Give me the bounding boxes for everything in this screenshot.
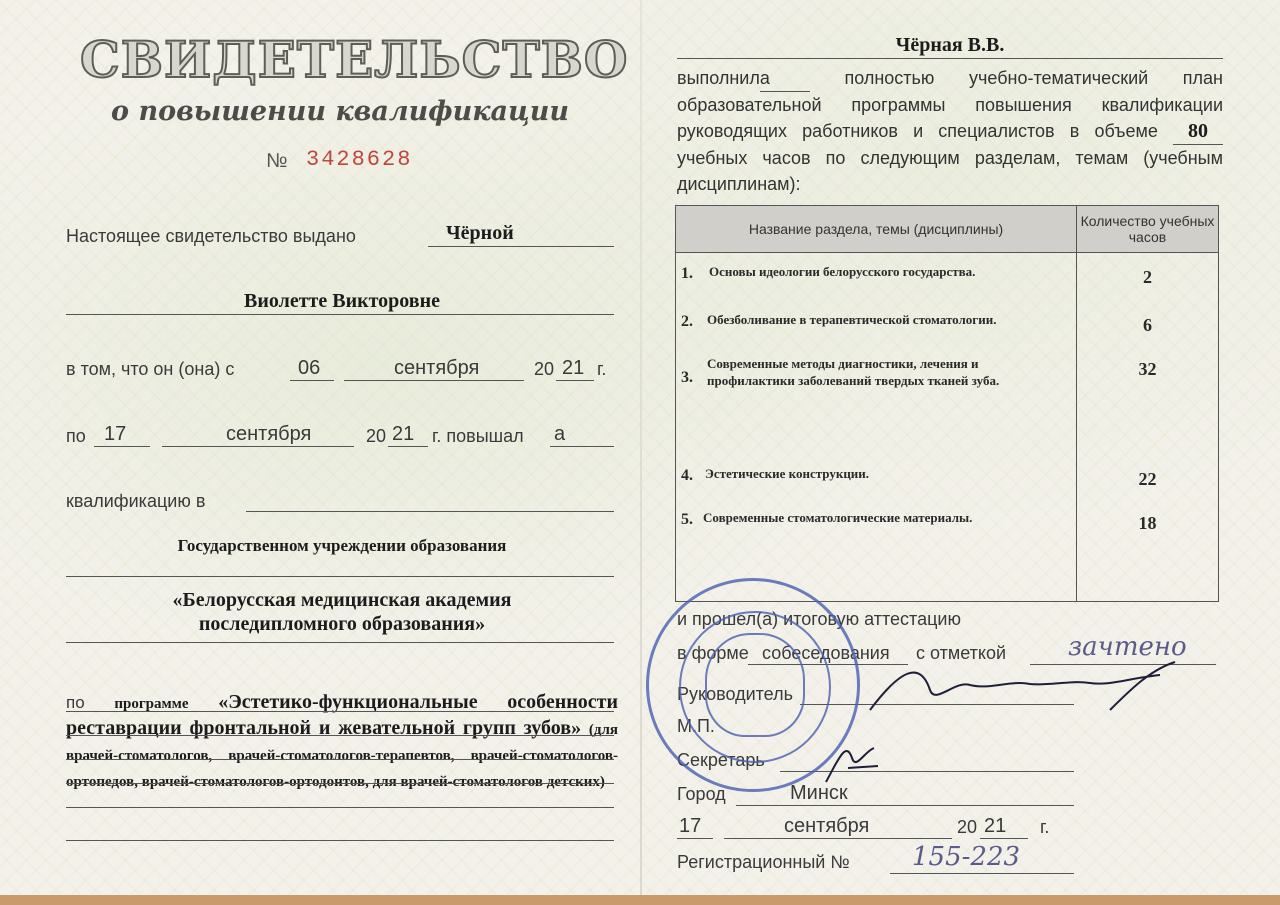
underline <box>724 838 952 839</box>
from-month: сентября <box>394 357 480 379</box>
to-day: 17 <box>104 423 127 445</box>
underline <box>66 711 614 712</box>
completion-text: полностью учебно-тематический план образовательной программы повышения квалификации руководящих работников и специалистов в объеме <box>677 68 1223 141</box>
completion-paragraph <box>677 65 1223 197</box>
certificate-number: 3428628 <box>306 147 413 172</box>
row-number: 4. <box>681 466 693 484</box>
row-title: Основы идеологии белорусского государства. <box>709 264 976 279</box>
row-hours: 18 <box>1077 503 1219 602</box>
seal-label: М.П. <box>677 716 715 736</box>
secretary-label: Секретарь <box>677 750 765 770</box>
row-number: 2. <box>681 312 693 330</box>
period-label: в том, что он (она) с <box>66 359 235 379</box>
city-label: Город <box>677 784 726 804</box>
underline <box>290 380 334 381</box>
head-signature <box>860 650 1190 730</box>
completed-suffix: а <box>760 65 810 92</box>
program-word: программе <box>114 696 189 712</box>
date-year: 21 <box>984 815 1007 837</box>
year-suffix: г. <box>597 359 607 379</box>
to-label: по <box>66 426 86 446</box>
table-row <box>676 349 1219 459</box>
total-hours: 80 <box>1173 118 1223 145</box>
underline <box>66 840 614 841</box>
completed-label: выполнил <box>677 68 760 88</box>
program-paragraph <box>66 690 618 794</box>
registration-number: 155-223 <box>912 842 1021 872</box>
column-header-topic: Название раздела, темы (дисциплины) <box>676 206 1077 253</box>
row-hours: 22 <box>1077 459 1219 503</box>
underline <box>66 783 614 784</box>
underline <box>550 446 614 447</box>
underline <box>66 807 614 808</box>
underline <box>246 511 614 512</box>
underline <box>428 246 614 247</box>
underline <box>66 735 614 736</box>
row-number: 1. <box>681 265 693 282</box>
underline <box>94 446 150 447</box>
qualification-label: квалификацию в <box>66 491 206 511</box>
attestation-form: собеседования <box>762 643 890 663</box>
row-hours: 32 <box>1077 349 1219 459</box>
attestation-mark-label: с отметкой <box>916 643 1007 663</box>
underline <box>66 642 614 643</box>
table-row <box>676 459 1219 503</box>
underline <box>890 873 1074 874</box>
underline <box>66 576 614 577</box>
row-title: Обезболивание в терапевтической стоматологии. <box>707 311 997 327</box>
to-month: сентября <box>226 423 312 445</box>
coat-of-arms-emblem <box>705 633 805 737</box>
underline <box>980 838 1028 839</box>
underline <box>66 759 614 760</box>
secretary-signature <box>818 730 888 790</box>
underline <box>66 314 614 315</box>
date-day: 17 <box>679 815 702 837</box>
institution-line-3: последипломного образования» <box>198 613 486 635</box>
issued-surname: Чёрной <box>446 222 514 244</box>
gender-suffix: а <box>554 423 566 445</box>
issued-name: Виолетте Викторовне <box>244 290 440 312</box>
page-fold <box>640 0 642 895</box>
date-month: сентября <box>784 815 870 837</box>
underline <box>162 446 354 447</box>
row-title: Современные методы диагностики, лечения и профилактики заболеваний твердых тканей зуба. <box>707 355 1000 388</box>
date-year-prefix: 20 <box>957 817 978 837</box>
program-note: (для врачей-стоматологов, врачей-стоматологов-терапевтов, врачей-стоматологов-ортопедов, врачей-стоматологов-ортодонтов, для врачей-стоматологов детских) <box>66 722 618 790</box>
institution-line-2: «Белорусская медицинская академия <box>172 589 512 611</box>
holder-name: Чёрная В.В. <box>895 34 1005 56</box>
improved-label: г. повышал <box>432 426 524 446</box>
institution-line-1: Государственном учреждении образования <box>177 536 507 555</box>
program-title: «Эстетико-функциональные особенности реставрации фронтальной и жевательной групп зубов» <box>66 691 618 739</box>
table-row <box>676 305 1219 349</box>
certificate-title: СВИДЕТЕЛЬСТВО <box>80 30 629 89</box>
hours-table <box>675 205 1219 602</box>
date-year-suffix: г. <box>1040 817 1050 837</box>
underline <box>344 380 524 381</box>
underline <box>388 446 428 447</box>
row-number: 3. <box>681 368 693 386</box>
completion-text-2: учебных часов по следующим разделам, темам (учебным дисциплинам): <box>677 148 1223 194</box>
to-year-prefix: 20 <box>366 426 387 446</box>
row-number: 5. <box>681 510 693 528</box>
column-header-hours: Количество учебных часов <box>1077 206 1219 253</box>
from-year-prefix: 20 <box>534 359 555 379</box>
program-prefix: по <box>66 693 85 712</box>
attestation-mark: зачтено <box>1068 632 1187 662</box>
head-label: Руководитель <box>677 684 793 704</box>
row-title: Современные стоматологические материалы. <box>703 509 973 525</box>
underline <box>736 805 1074 806</box>
underline <box>677 838 713 839</box>
underline <box>556 380 594 381</box>
row-hours: 6 <box>1077 305 1219 349</box>
issued-label: Настоящее свидетельство выдано <box>66 226 356 246</box>
from-day: 06 <box>298 357 321 379</box>
from-year: 21 <box>562 357 585 379</box>
number-label: № <box>266 150 288 172</box>
row-hours: 2 <box>1077 253 1219 305</box>
row-title: Эстетические конструкции. <box>705 465 870 481</box>
underline <box>677 58 1223 59</box>
table-row <box>676 253 1219 305</box>
attestation-line-1: и прошел(а) итоговую аттестацию <box>677 609 961 629</box>
attestation-form-label: в форме <box>677 643 749 663</box>
city-value: Минск <box>790 782 848 804</box>
to-year: 21 <box>392 423 415 445</box>
registration-label: Регистрационный № <box>677 852 850 872</box>
certificate-subtitle: о повышении квалификации <box>111 96 569 127</box>
